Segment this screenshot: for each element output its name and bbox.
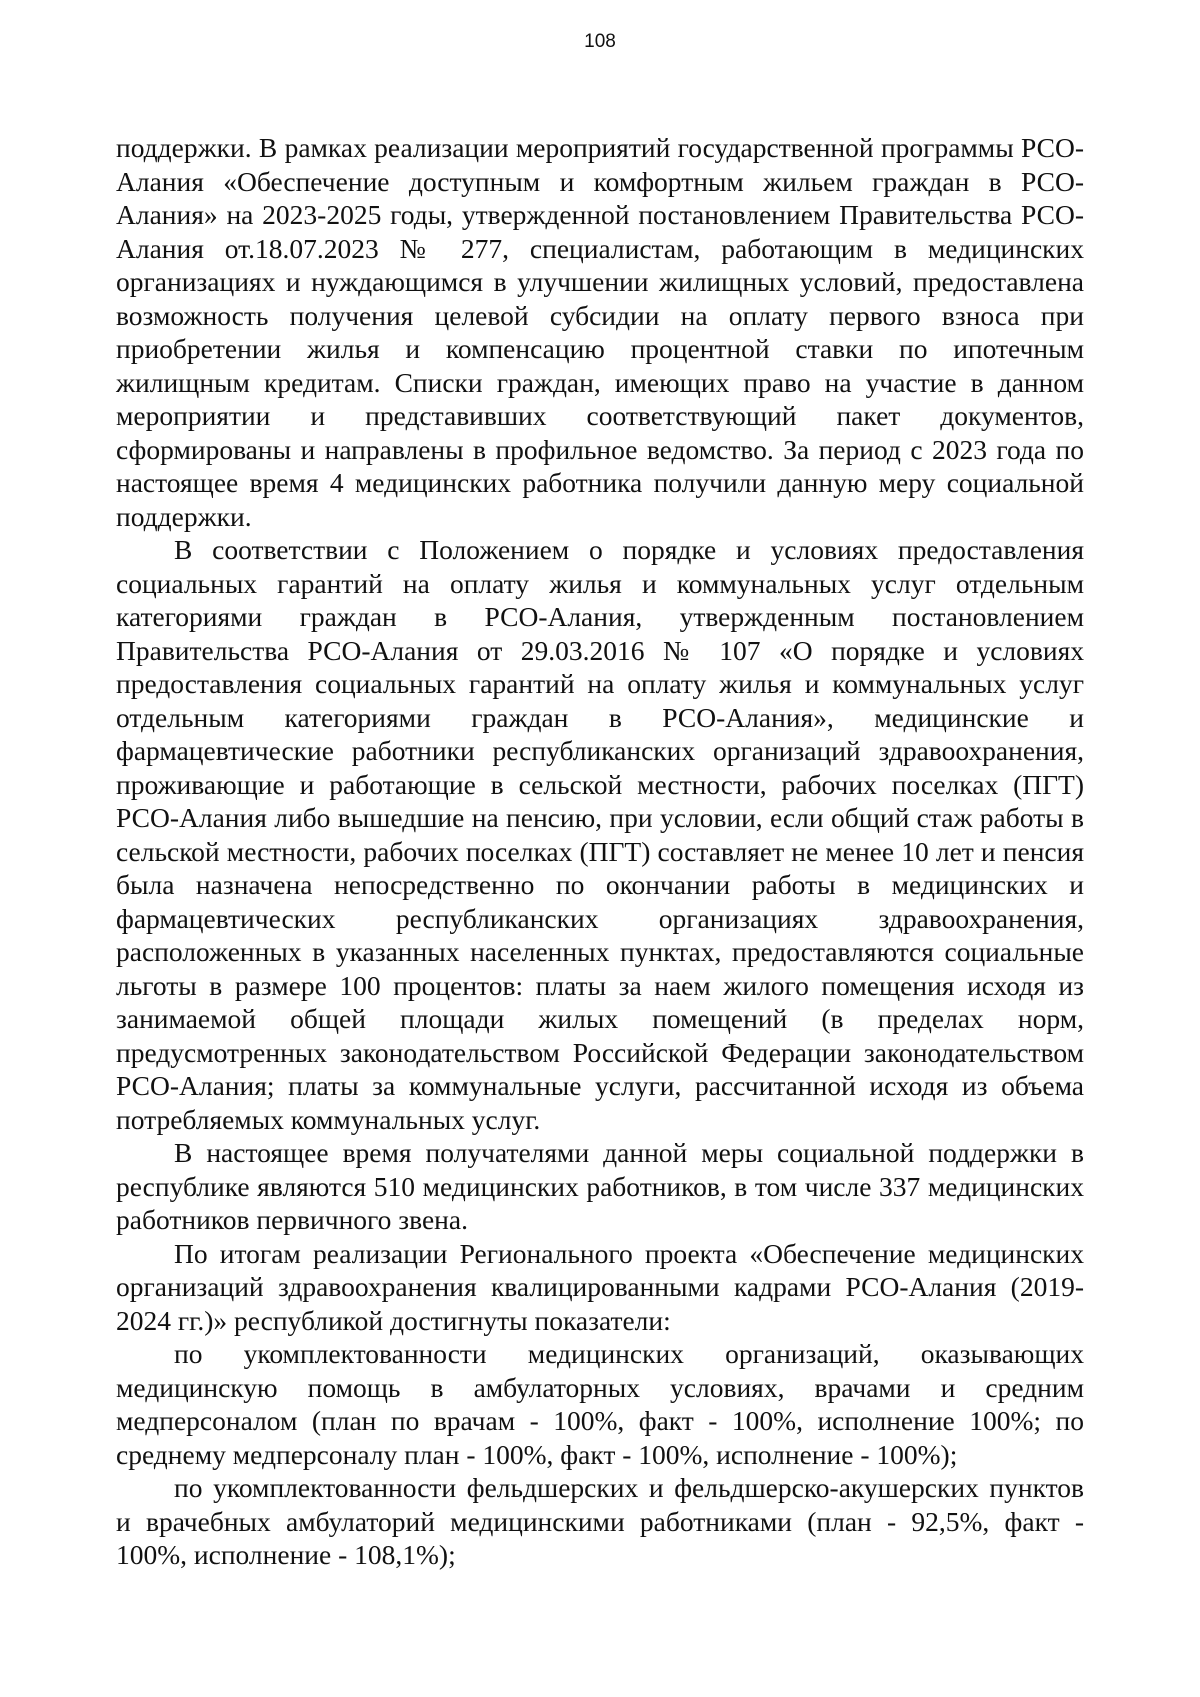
paragraph-social-guarantees: В соответствии с Положением о порядке и условиях предоставления социальных гарантий на оплату жилья и коммунальных услуг отдельным категориями граждан в РСО-Алания, утвержденным постановлением Правительства РСО-Алания от 29.03.2016 № 107 «О порядке и условиях предоставления социальных гарантий на оплату жилья и коммунальных услуг отдельным категориями граждан в РСО-Алания», медицинские и фармацевтические работники республиканских организаций здравоохранения, проживающие и работающие в сельской местности, рабочих поселках (ПГТ) РСО-Алания либо вышедшие на пенсию, при условии, если общий стаж работы в сельской местности, рабочих поселках (ПГТ) составляет не менее 10 лет и пенсия была назначена непосредственно по окончании работы в медицинских и фармацевтических республиканских организациях здравоохранения, расположенных в указанных населенных пунктах, предоставляются социальные льготы в размере 100 процентов: платы за наем жилого помещения исходя из занимаемой общей площади жилых помещений (в пределах норм, предусмотренных законодательством Российской Федерации законодательством РСО-Алания; платы за коммунальные услуги, рассчитанной исходя из объема потребляемых коммунальных услуг.	[116, 534, 1084, 1135]
paragraph-housing-subsidy: поддержки. В рамках реализации мероприятий государственной программы РСО-Алания «Обеспечение доступным и комфортным жильем граждан в РСО-Алания» на 2023-2025 годы, утвержденной постановлением Правительства РСО-Алания от.18.07.2023 № 277, специалистам, работающим в медицинских организациях и нуждающимся в улучшении жилищных условий, предоставлена возможность получения целевой субсидии на оплату первого взноса при приобретении жилья и компенсацию процентной ставки по ипотечным жилищным кредитам. Списки граждан, имеющих право на участие в данном мероприятии и представивших соответствующий пакет документов, сформированы и направлены в профильное ведомство. За период с 2023 года по настоящее время 4 медицинских работника получили данную меру социальной поддержки.	[116, 132, 1084, 532]
body-text	[116, 131, 1084, 1572]
paragraph-regional-project: По итогам реализации Регионального проекта «Обеспечение медицинских организаций здравоохранения квалицированными кадрами РСО-Алания (2019-2024 гг.)» республикой достигнуты показатели:	[116, 1237, 1084, 1336]
paragraph-outpatient-staffing: по укомплектованности медицинских организаций, оказывающих медицинскую помощь в амбулаторных условиях, врачами и средним медперсоналом (план по врачам - 100%, факт - 100%, исполнение 100%; по среднему медперсоналу план - 100%, факт - 100%, исполнение - 100%);	[116, 1338, 1084, 1470]
page-number: 108	[584, 31, 616, 52]
paragraph-recipients: В настоящее время получателями данной меры социальной поддержки в республике являются 510 медицинских работников, в том числе 337 медицинских работников первичного звена.	[116, 1137, 1084, 1235]
paragraph-feldsher-staffing: по укомплектованности фельдшерских и фельдшерско-акушерских пунктов и врачебных амбулаторий медицинскими работниками (план - 92,5%, факт - 100%, исполнение - 108,1%);	[116, 1472, 1084, 1570]
